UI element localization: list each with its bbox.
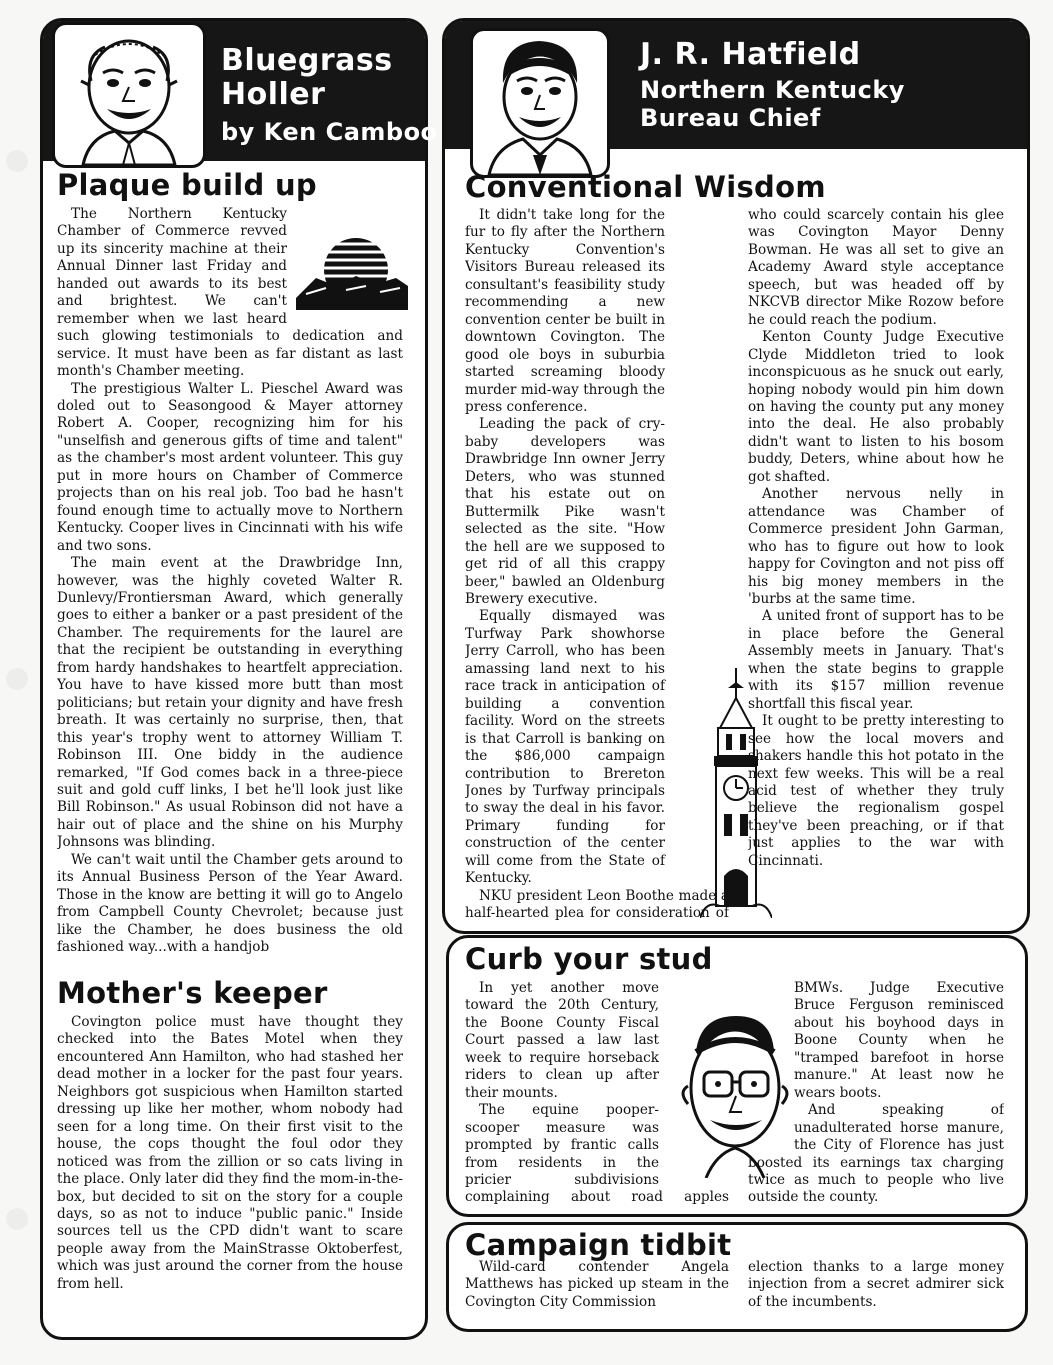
binder-hole-top bbox=[6, 150, 28, 172]
wisdom-paragraph-8: Another nervous nelly in attendance was Chamber of Commerce president John Garman, who has to figure out how to look happy for Covington and not piss off his big money members in the 'burbs at the same time. bbox=[748, 486, 1004, 607]
conventional-wisdom-col2 bbox=[748, 207, 1004, 923]
wisdom-paragraph-1: It didn't take long for the fur to fly after the Northern Kentucky Convention's Visitors Bureau released its consultant's feasibility study recommending a new convention center be built in downtown Covington. The good ole boys in suburbia started screaming bloody murder mid-way through the press conference. bbox=[465, 207, 665, 415]
mothers-keeper-body bbox=[57, 1014, 403, 1314]
hatfield-title-line3: Bureau Chief bbox=[640, 104, 821, 132]
wisdom-paragraph-9: A united front of support has to be in place before the General Assembly meets in January. That's when the state begins to grapple with its $157 million revenue shortfall this fiscal year. bbox=[748, 608, 1004, 712]
wisdom-paragraph-4: NKU president Leon Boothe made a half-hearted plea for consideration of bbox=[465, 887, 729, 922]
curb-your-stud-headline: Curb your stud bbox=[465, 942, 713, 976]
curb-your-stud-col2 bbox=[748, 980, 1004, 1206]
mothers-keeper-paragraph-1: Covington police must have thought they checked into the Bates Motel when they encountered Ann Hamilton, who had stashed her dead mother in a locker for the past four years. Neighbors got suspicious when Hamilton started dressing up like her mother, whom nobody had seen for a long time. On their first visit to the house, the cops thought the foul odor they noticed was from the zillion or so cats living in the place. Only later did they find the mom-in-the-box, but decided to sit on the story for a couple days, so as not to induce "public panic." Inside sources tell us the CPD didn't want to scare people away from the MainStrasse Oktoberfest, which was just around the corner from the house from hell. bbox=[57, 1014, 403, 1292]
plaque-paragraph-3: The main event at the Drawbridge Inn, however, was the highly coveted Walter R. Dunlevy/Frontiersman Award, which generally goes to either a banker or a past president of the Chamber. The requirements for the laurel are that the recipient be outstanding in everything from hardy handshakes to heartfelt appreciation. You have to have kissed more butt than most politicians; but retain your dignity and have fresh breath. It was certainly no surprise, then, that this year's trophy went to attorney William T. Robinson III. One biddy in the audience remarked, "If God comes back in a three-piece suit and gold cuff links, I bet he'll look just like Bill Robinson." As usual Robinson did not have a hair out of place and the shine on his Murphy Johnsons was blinding. bbox=[57, 555, 403, 851]
wisdom-paragraph-6: who could scarcely contain his glee was Covington Mayor Denny Bowman. He was all set to give an Academy Award style acceptance speech, but was headed off by NKCVB director Mike Rozow before he could reach the podium. bbox=[748, 207, 1004, 328]
wisdom-paragraph-2: Leading the pack of cry-baby developers was Drawbridge Inn owner Jerry Deters, who was stunned that his estate out on Buttermilk Pike wasn't selected as the site. "How the hell are we supposed to get rid of all this crappy beer," bawled an Oldenburg Brewery executive. bbox=[465, 416, 665, 607]
hatfield-title-line1: J. R. Hatfield bbox=[640, 37, 861, 72]
column-byline: by Ken Camboo bbox=[221, 118, 438, 146]
campaign-tidbit-headline: Campaign tidbit bbox=[465, 1228, 732, 1262]
plaque-build-up-headline: Plaque build up bbox=[57, 168, 317, 202]
campaign-tidbit-col2 bbox=[748, 1259, 1004, 1319]
conventional-wisdom-headline: Conventional Wisdom bbox=[465, 170, 826, 204]
plaque-paragraph-4: We can't wait until the Chamber gets around to its Annual Business Person of the Year Award. Those in the know are betting it will go to Angelo from Campbell County Chevrolet; because just like the Chamber, he does business the old fashioned way...with a handjob bbox=[57, 851, 403, 956]
plaque-paragraph-1: The Northern Kentucky Chamber of Commerce revved up its sincerity machine at their Annual Dinner last Friday and handed out awards to its best and brightest. We can't remember when we last heard such glowing testimonials to dedication and service. It must have been as far distant as last month's Chamber meeting. bbox=[57, 206, 403, 380]
curb-paragraph-4: And speaking of unadulterated horse manure, the City of Florence has just boosted its earnings tax charging twice as much to people who live outside the county. bbox=[748, 1102, 1004, 1206]
jr-hatfield-portrait bbox=[470, 28, 610, 178]
plaque-paragraph-2: The prestigious Walter L. Pieschel Award was doled out to Seasongood & Mayer attorney Robert A. Cooper, recognizing him for his "unselfish and generous gifts of time and talent" as the chamber's most ardent volunteer. This guy put in more hours on Chamber of Commerce projects than on his real job. Too bad he hasn't found enough time to actually move to Northern Kentucky. Cooper lives in Cincinnati with his wife and two sons. bbox=[57, 380, 403, 554]
binder-hole-bottom bbox=[6, 1208, 28, 1230]
tidbit-paragraph-1: Wild-card contender Angela Matthews has picked up steam in the Covington City Commission bbox=[465, 1259, 729, 1310]
tidbit-paragraph-2: election thanks to a large money injection from a secret admirer sick of the incumbents. bbox=[748, 1259, 1004, 1310]
plaque-build-up-body bbox=[57, 206, 403, 970]
curb-paragraph-1: In yet another move toward the 20th Century, the Boone County Fiscal Court passed a law last week to require horseback riders to clean up after their mounts. bbox=[465, 980, 659, 1101]
curb-paragraph-3: BMWs. Judge Executive Bruce Ferguson reminisced about his boyhood days in Boone County when he "tramped barefoot in horse manure." At least now he wears boots. bbox=[794, 980, 1004, 1101]
wisdom-paragraph-3: Equally dismayed was Turfway Park showhorse Jerry Carroll, who has been amassing land next to his race track in anticipation of building a convention facility. Word on the streets is that Carroll is banking on the $86,000 campaign contribution to Brereton Jones by Turfway principals to sway the deal in his favor. Primary funding for construction of the center will come from the State of Kentucky. bbox=[465, 608, 665, 887]
column-title-line1: Bluegrass bbox=[221, 43, 393, 78]
column-title-line2: Holler bbox=[221, 77, 326, 112]
binder-hole-middle bbox=[6, 668, 28, 690]
ken-camboo-portrait bbox=[52, 22, 206, 168]
hatfield-title-line2: Northern Kentucky bbox=[640, 76, 905, 104]
curb-your-stud-col1 bbox=[465, 980, 729, 1206]
curb-paragraph-2: The equine pooper-scooper measure was prompted by frantic calls from residents in the pricier subdivisions complaining about road apples bbox=[465, 1102, 729, 1206]
campaign-tidbit-col1 bbox=[465, 1259, 729, 1319]
conventional-wisdom-col1 bbox=[465, 207, 729, 923]
mothers-keeper-headline: Mother's keeper bbox=[57, 976, 328, 1010]
wisdom-paragraph-10: It ought to be pretty interesting to see how the local movers and shakers handle this hot potato in the next few weeks. This will be a real acid test of whether they truly believe the regionalism gospel they've been preaching, or if that just applies to the war with Cincinnati. bbox=[748, 713, 1004, 869]
wisdom-paragraph-7: Kenton County Judge Executive Clyde Middleton tried to look inconspicuous as he snuck out early, hoping nobody would pin him down on having the county put any money into the deal. He also probably didn't want to listen to his bosom buddy, Deters, whine about how he got shafted. bbox=[748, 329, 1004, 485]
